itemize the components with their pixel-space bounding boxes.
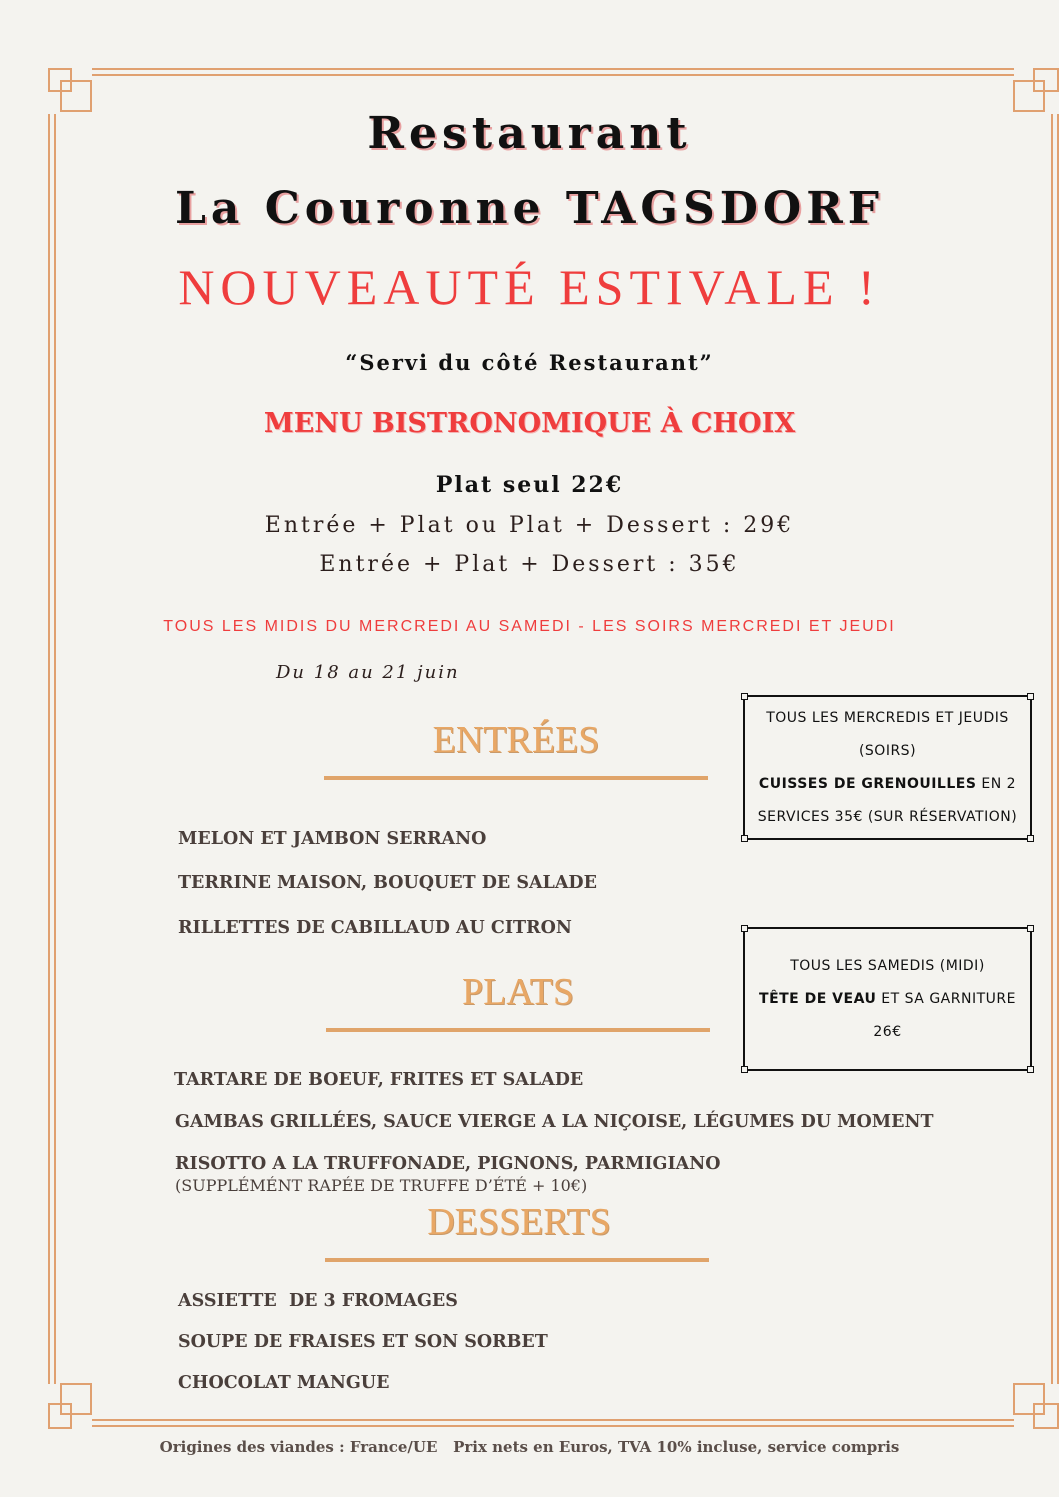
price-formule-3: Entrée + Plat + Dessert : 35€: [319, 552, 740, 577]
footer-legal-note: Origines des viandes : France/UE Prix nets en Euros, TVA 10% incluse, service compris: [159, 1438, 900, 1456]
special-box1-line2: (SOIRS): [858, 743, 917, 759]
special-box1-line4: SERVICES 35€ (SUR RÉSERVATION): [757, 809, 1018, 825]
menu-title: MENU BISTRONOMIQUE À CHOIX: [263, 408, 796, 439]
served-note: “Servi du côté Restaurant”: [345, 350, 714, 375]
list-item: ASSIETTE DE 3 FROMAGES: [178, 1291, 458, 1311]
list-item: TARTARE DE BOEUF, FRITES ET SALADE: [174, 1070, 584, 1090]
list-item: GAMBAS GRILLÉES, SAUCE VIERGE A LA NIÇOISE, LÉGUMES DU MOMENT: [175, 1112, 934, 1132]
summer-headline: NOUVEAUTÉ ESTIVALE !: [178, 259, 881, 315]
special-box1-dish: CUISSES DE GRENOUILLES: [758, 776, 977, 792]
schedule-days: TOUS LES MIDIS DU MERCREDI AU SAMEDI - LES SOIRS MERCREDI ET JEUDI: [163, 618, 896, 635]
special-box2-line1: TOUS LES SAMEDIS (MIDI): [790, 958, 985, 974]
section-title-plats: PLATS: [462, 971, 574, 1013]
schedule-dates: Du 18 au 21 juin: [276, 662, 460, 683]
frame-corner-bottom-left: [48, 1383, 92, 1427]
price-plat-seul: Plat seul 22€: [435, 472, 624, 498]
list-item: TERRINE MAISON, BOUQUET DE SALADE: [178, 873, 597, 893]
restaurant-title: Restaurant: [367, 108, 692, 159]
frame-corner-bottom-right: [1013, 1383, 1057, 1427]
list-item: CHOCOLAT MANGUE: [178, 1373, 390, 1393]
restaurant-name: La Couronne TAGSDORF: [174, 183, 885, 234]
section-rule-entrees: [324, 776, 708, 780]
section-title-desserts: DESSERTS: [427, 1201, 611, 1243]
section-rule-plats: [326, 1028, 710, 1032]
special-box2-line3: 26€: [873, 1024, 902, 1040]
list-item: RISOTTO A LA TRUFFONADE, PIGNONS, PARMIGIANO: [175, 1154, 721, 1174]
truffle-supplement-note: (SUPPLÉMÉNT RAPÉE DE TRUFFE D’ÉTÉ + 10€): [175, 1176, 588, 1195]
section-title-entrees: ENTRÉES: [432, 719, 600, 761]
list-item: SOUPE DE FRAISES ET SON SORBET: [178, 1332, 548, 1352]
special-box1-line3: [745, 768, 1030, 801]
special-box1-line1: TOUS LES MERCREDIS ET JEUDIS: [766, 710, 1009, 726]
special-box-saturday: [743, 927, 1032, 1071]
list-item: MELON ET JAMBON SERRANO: [178, 829, 487, 849]
frame-corner-top-left: [48, 68, 92, 112]
list-item: RILLETTES DE CABILLAUD AU CITRON: [178, 918, 572, 938]
special-box2-line2-rest: ET SA GARNITURE: [876, 991, 1016, 1007]
section-rule-desserts: [325, 1258, 709, 1262]
frame-corner-top-right: [1013, 68, 1057, 112]
special-box-wednesday-thursday: [743, 695, 1032, 840]
special-box2-line2: [745, 983, 1030, 1016]
special-box1-line3-rest: EN 2: [976, 776, 1017, 792]
price-formule-2: Entrée + Plat ou Plat + Dessert : 29€: [264, 513, 795, 538]
special-box2-dish: TÊTE DE VEAU: [759, 991, 877, 1007]
